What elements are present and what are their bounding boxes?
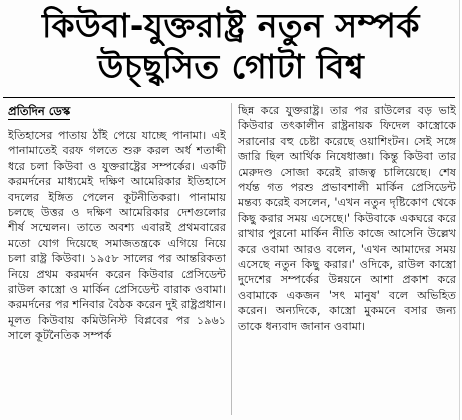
body-paragraph-right: ছিন্ন করে যুক্তরাষ্ট্র। তার পর রাউলের বড় ভাই কিউবার তৎকালীন রাষ্ট্রনায়ক ফিদেল কাস্ত্রোকে সরানোর বহু চেষ্টা করেছে ওয়াশিংটন। সেই সঙ্গে জারি ছিল আর্থিক নিষেধাজ্ঞা। কিন্তু কিউবা তার মেরুদণ্ড সোজা করেই রাজত্ব চালিয়েছে। শেষ পর্যন্ত গত পরশু প্রভাবশালী মার্কিন প্রেসিডেন্ট মন্তব্য করেই বসলেন, 'এখন নতুন দৃষ্টিকোণ থেকে কিছু করার সময় এসেছে।' কিউবাকে একঘরে করে রাখার পুরনো মার্কিন নীতি কাজে আসেনি উল্লেখ করে ওবামা আরও বলেন, 'এখন আমাদের সময় এসেছে নতুন কিছু করার।' ওদিকে, রাউল কাস্ত্রো দুদেশের সম্পর্কের উন্নয়নে আশা প্রকাশ করে ওবামাকে একজন 'সৎ মানুষ' বলে অভিহিত করেন। অন্যদিকে, কাস্ত্রো মুকমনে বসার জন্য তাকে ধন্যবাদ জানান ওবামা।: [238, 104, 456, 333]
headline-line-2: উচ্ছ্বসিত গোটা বিশ্ব: [97, 47, 365, 86]
headline-rule: [3, 97, 455, 98]
byline: প্রতিদিন ডেস্ক: [8, 104, 71, 118]
headline-line-1: কিউবা-যুক্তরাষ্ট্র নতুন সম্পর্ক: [42, 6, 420, 45]
body-column-right: [238, 103, 456, 418]
column-divider: [231, 103, 232, 415]
body-column-left: [8, 128, 226, 418]
body-paragraph-left: ইতিহাসের পাতায় ঠাঁই পেয়ে যাচ্ছে পানামা। এই পানামাতেই বরফ গলতে শুরু করল অর্ধ শতাব্দী ধরে চলা কিউবা ও যুক্তরাষ্ট্রের সম্পর্কের। একটি করমর্দনের মাধ্যমেই দক্ষিণ আমেরিকার ইতিহাসে বদলের ইঙ্গিত পেলেন কূটনীতিকরা। পানামায় চলছে উত্তর ও দক্ষিণ আমেরিকার দেশগুলোর শীর্ষ সম্মেলন। তাতে অবশ্য এবারই প্রথমবারের মতো যোগ দিয়েছে সমাজতন্ত্রকে এগিয়ে নিয়ে চলা রাষ্ট্র কিউবা। ১৯৫৮ সালের পর আন্তরিকতা নিয়ে প্রথম করমর্দন করেন কিউবার প্রেসিডেন্ট রাউল কাস্ত্রো ও মার্কিন প্রেসিডেন্ট বারাক ওবামা। করমর্দনের পর শনিবার বৈঠক করেন দুই রাষ্ট্রপ্রধান। মূলত কিউবায় কমিউনিস্ট বিপ্লবের পর ১৯৬১ সালে কূটনৈতিক সম্পর্ক: [8, 129, 226, 343]
